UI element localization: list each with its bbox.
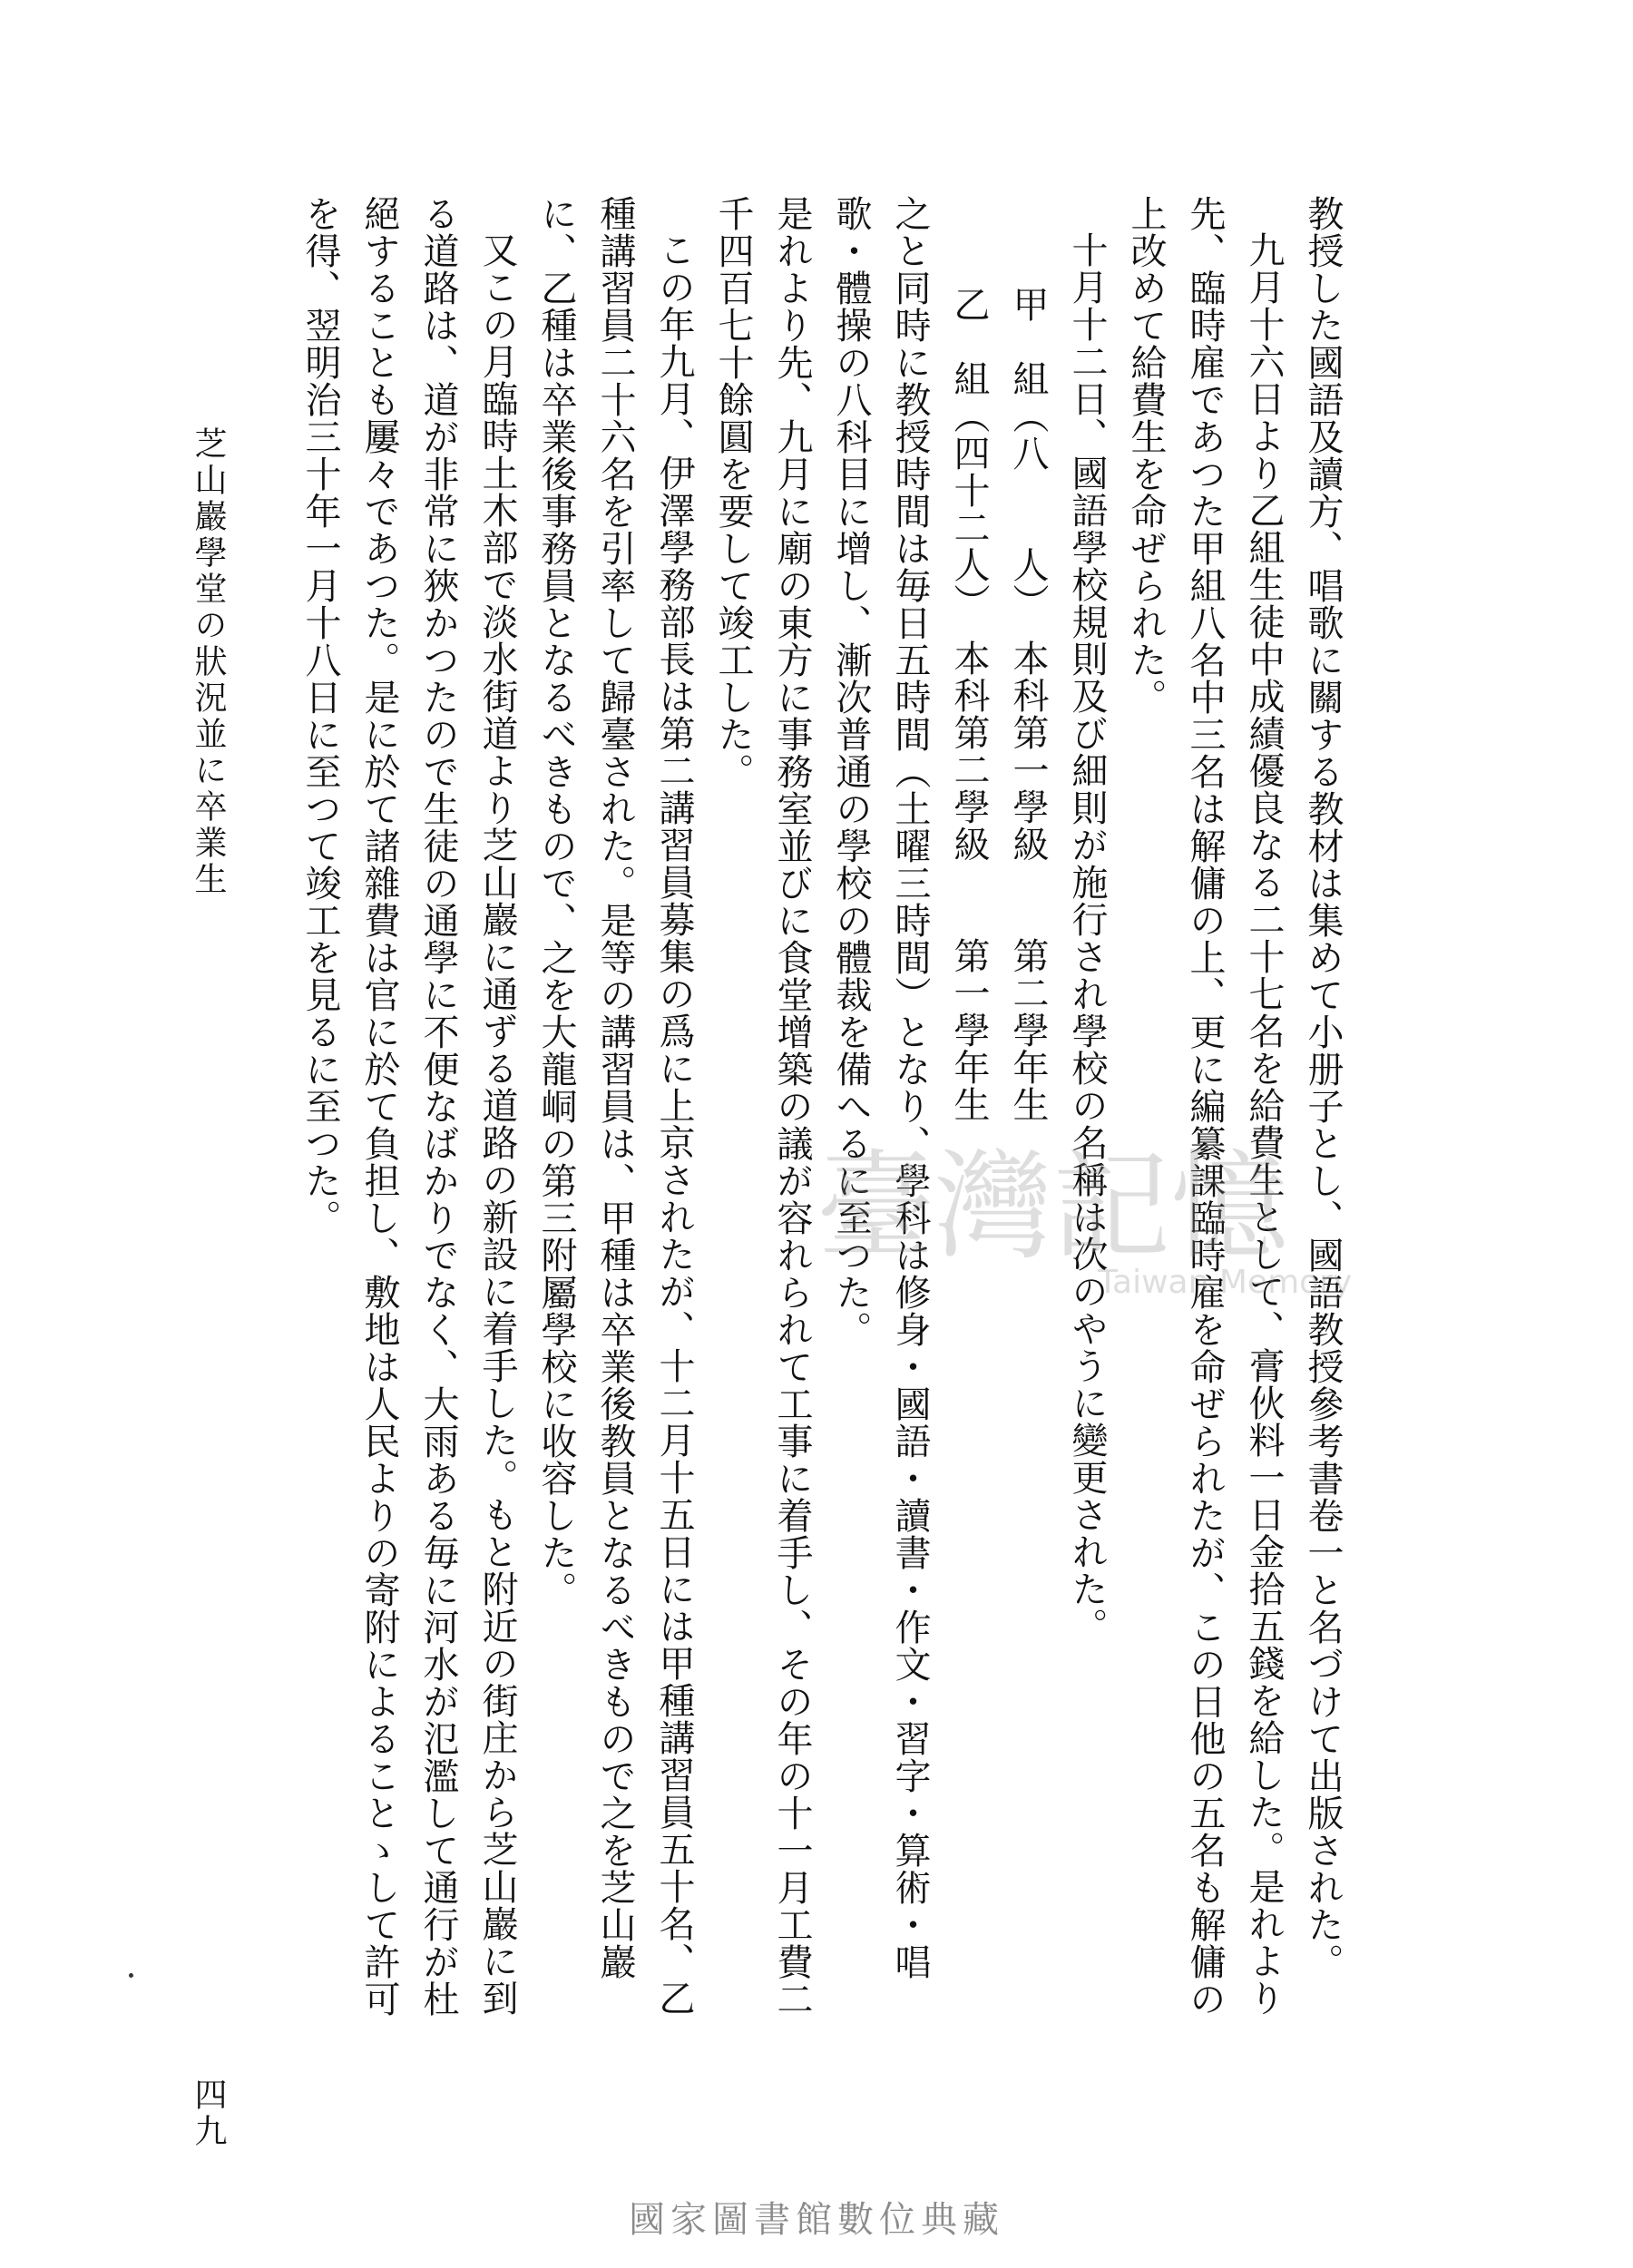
paragraph-3: 十月十二日、國語學校規則及び細則が施行され學校の名稱は次のやうに變更された。: [1066, 231, 1108, 1645]
svg-text:臺灣記憶: 臺灣記憶: [816, 1138, 1289, 1276]
paragraph-5: 是れより先、九月に廟の東方に事務室並びに食堂增築の議が容れられて工事に着手し、その年の十一月工費二千四百七十餘圓を要して竣工した。: [712, 195, 813, 2018]
body-text: [290, 195, 1352, 2019]
paragraph-4: 之と同時に教授時間は毎日五時間（土曜三時間）となり、學科は修身・國語・讀書・作文・習字・算術・唱歌・體操の八科目に增し、漸次普通の學校の體裁を備へるに至つた。: [830, 195, 931, 1980]
paragraph-6: この年九月、伊澤學務部長は第二講習員募集の爲に上京されたが、十二月十五日には甲種講習員五十名、乙種講習員二十六名を引率して歸臺された。是等の講習員は、甲種は卒業後教員となるべきもので之を芝山巖に、乙種は卒業後事務員となるべきもので、之を大龍峒の第三附屬學校に收容した。: [535, 195, 695, 2017]
class-line-1: 甲 組（八 人） 本科第一學級 第二學年生: [1007, 286, 1049, 1123]
paragraph-7: 又この月臨時土木部で淡水街道より芝山巖に通ずる道路の新設に着手した。もと附近の街庄から芝山巖に到る道路は、道が非常に狹かつたので生徒の通學に不便なばかりでなく、大雨ある毎に河水が氾濫して通行が杜絕することも屢々であつた。是に於て諸雜費は官に於て負担し、敷地は人民よりの寄附によることゝして許可を得、翌明治三十年一月十八日に至つて竣工を見るに至つた。: [299, 195, 518, 2018]
svg-text:Taiwan Memory: Taiwan Memory: [1098, 1264, 1353, 1301]
paragraph-2: 九月十六日より乙組生徒中成績優良なる二十七名を給費生として、膏伙料一日金拾五錢を給した。是れより先、臨時雇であつた甲組八名中三名は解傭の上、更に編纂課臨時雇を命ぜられたが、この日他の五名も解傭の上改めて給費生を命ぜられた。: [1125, 195, 1285, 2018]
paragraph-1: 教授した國語及讀方、唱歌に關する教材は集めて小册子とし、國語教授參考書卷一と名づけて出版された。: [1302, 195, 1344, 1980]
running-title: 芝山巖學堂の狀況並に卒業生: [190, 426, 227, 898]
class-line-2: 乙 組（四十二人） 本科第二學級 第一學年生: [948, 286, 990, 1123]
footer-watermark: 國家圖書館數位典藏: [629, 2199, 1004, 2241]
page-number: 四九: [190, 2077, 227, 2150]
scan-speck: [129, 1973, 133, 1978]
